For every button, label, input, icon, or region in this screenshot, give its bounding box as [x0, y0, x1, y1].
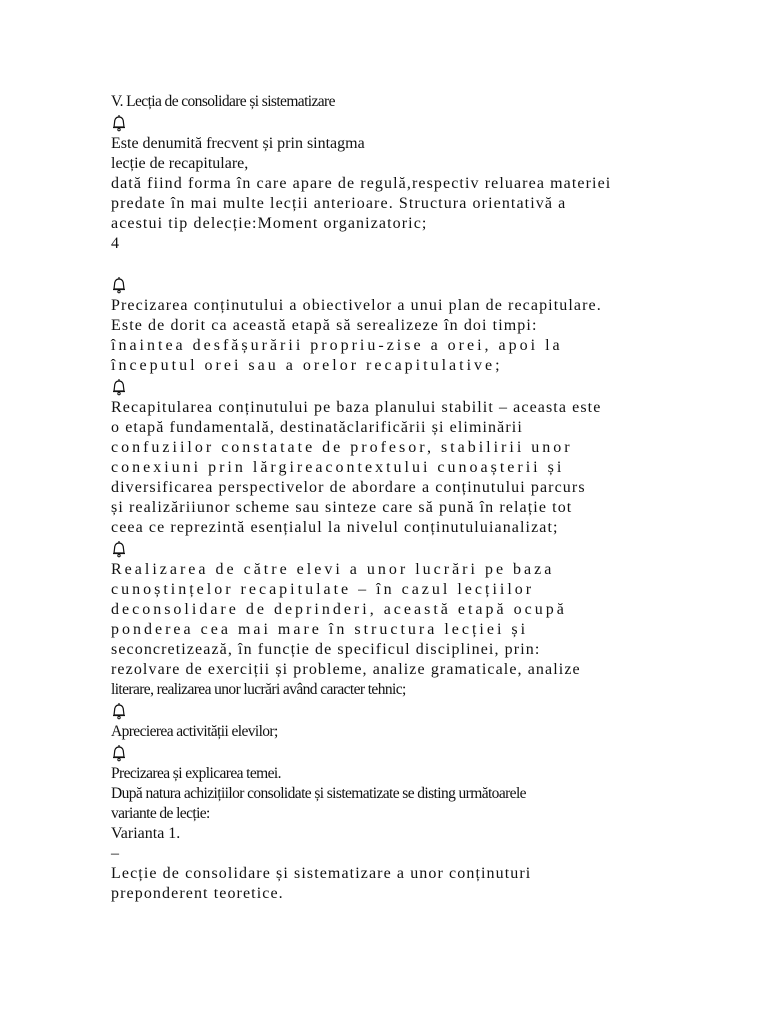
text-line: confuziilor constatate de profesor, stabilirii unor: [111, 439, 573, 456]
text-line: Este de dorit ca această etapă să serealizeze în doi timpi:: [111, 317, 538, 334]
text-line: înaintea desfășurării propriu-zise a orei, apoi la: [111, 337, 563, 354]
text-line: ceea ce reprezintă esențialul la nivelul conținutuluianalizat;: [111, 519, 559, 536]
text-line: acestui tip delecție:Moment organizatoric;: [111, 215, 428, 232]
bell-outline-icon: [111, 702, 127, 720]
text-line: începutul orei sau a orelor recapitulative;: [111, 357, 503, 374]
text-line: Este denumită frecvent și prin sintagma: [111, 135, 365, 152]
text-line: și realizăriiunor scheme sau sinteze care să pună în relație tot: [111, 499, 573, 516]
text-line: Lecție de consolidare și sistematizare a unor conținuturi: [111, 865, 532, 882]
text-line: 4: [111, 235, 119, 252]
text-line: ponderea cea mai mare în structura lecției și: [111, 621, 529, 638]
text-line: Recapitularea conținutului pe baza planului stabilit – aceasta este: [111, 399, 602, 416]
bell-outline-icon: [111, 276, 127, 294]
bell-outline-icon: [111, 744, 127, 762]
text-line: Precizarea conținutului a obiectivelor a unui plan de recapitulare.: [111, 297, 602, 314]
text-line: V. Lecția de consolidare și sistematizare: [111, 93, 335, 110]
text-line: lecție de recapitulare,: [111, 155, 249, 172]
text-line: rezolvare de exerciții și probleme, analize gramaticale, analize: [111, 661, 581, 678]
text-line: seconcretizează, în funcție de specificul disciplinei, prin:: [111, 641, 541, 658]
bell-outline-icon: [111, 540, 127, 558]
bullet-icon: [111, 112, 671, 134]
text-line: Varianta 1.: [111, 825, 181, 842]
document-body: [111, 92, 671, 904]
text-line: Precizarea și explicarea temei.: [111, 765, 281, 782]
text-line: Aprecierea activității elevilor;: [111, 723, 278, 740]
bullet-icon: [111, 742, 671, 764]
bullet-icon: [111, 376, 671, 398]
text-line: diversificarea perspectivelor de abordare a conținutului parcurs: [111, 479, 586, 496]
bullet-icon: [111, 700, 671, 722]
text-line: preponderent teoretice.: [111, 885, 284, 902]
bell-outline-icon: [111, 114, 127, 132]
bullet-icon: [111, 274, 671, 296]
bullet-icon: [111, 538, 671, 560]
text-line: Realizarea de către elevi a unor lucrări pe baza: [111, 561, 555, 578]
text-line: literare, realizarea unor lucrări având caracter tehnic;: [111, 681, 406, 698]
text-line: cunoștințelor recapitulate – în cazul lecțiilor: [111, 581, 535, 598]
text-line: variante de lecție:: [111, 805, 210, 822]
blank-line: [111, 254, 671, 274]
text-line: o etapă fundamentală, destinatăclarificării și eliminării: [111, 419, 523, 436]
text-line: conexiuni prin lărgireacontextului cunoașterii și: [111, 459, 565, 476]
text-line: După natura achizițiilor consolidate și sistematizate se disting următoarele: [111, 785, 526, 802]
text-line: dată fiind forma în care apare de regulă,respectiv reluarea materiei: [111, 175, 612, 192]
text-line: –: [111, 845, 119, 862]
bell-outline-icon: [111, 378, 127, 396]
text-line: predate în mai multe lecții anterioare. Structura orientativă a: [111, 195, 567, 212]
text-line: deconsolidare de deprinderi, această etapă ocupă: [111, 601, 567, 618]
